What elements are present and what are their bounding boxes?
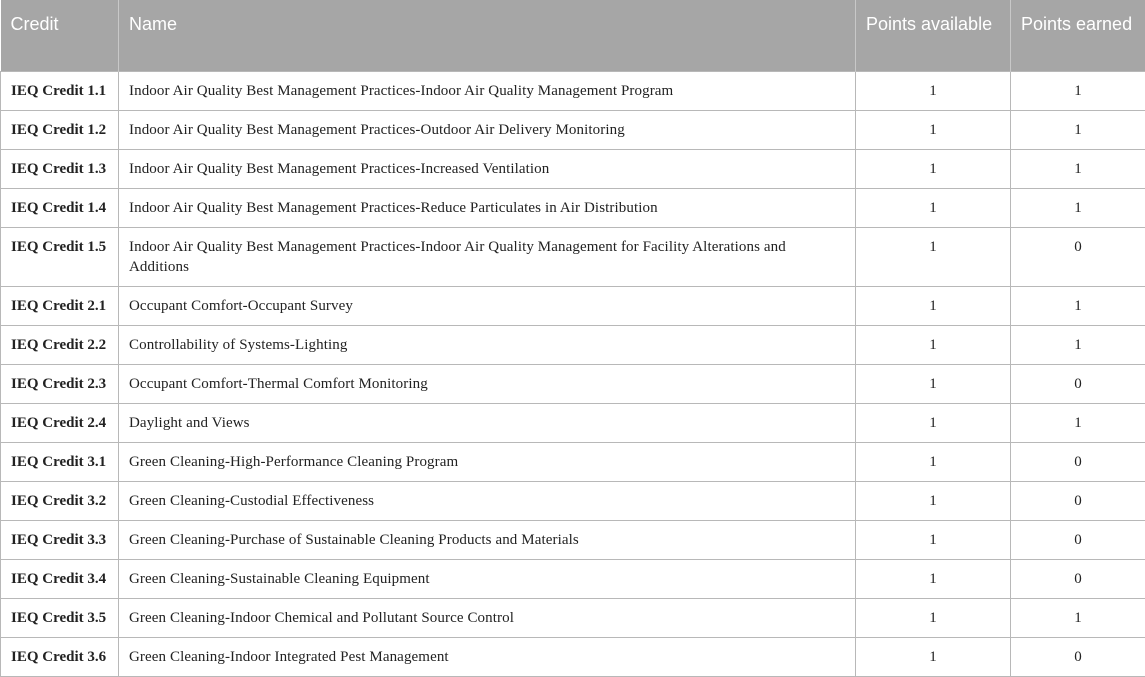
table-row [1,637,1145,676]
credit-cell: IEQ Credit 2.2 [1,325,119,364]
table-row [1,149,1145,188]
table-row [1,403,1145,442]
points-earned-cell: 0 [1011,520,1145,559]
table-row [1,598,1145,637]
table-row [1,364,1145,403]
header-points-earned: Points earned [1011,0,1145,71]
points-earned-cell: 0 [1011,481,1145,520]
table-row [1,188,1145,227]
credit-cell: IEQ Credit 2.1 [1,286,119,325]
points-available-cell: 1 [856,110,1011,149]
points-available-cell: 1 [856,227,1011,286]
name-cell: Controllability of Systems-Lighting [119,325,856,364]
name-cell: Green Cleaning-Custodial Effectiveness [119,481,856,520]
points-earned-cell: 1 [1011,403,1145,442]
table-row [1,442,1145,481]
table-row [1,520,1145,559]
table-row [1,325,1145,364]
points-available-cell: 1 [856,637,1011,676]
name-cell: Green Cleaning-High-Performance Cleaning Program [119,442,856,481]
credit-cell: IEQ Credit 1.1 [1,71,119,110]
points-earned-cell: 1 [1011,110,1145,149]
credit-cell: IEQ Credit 2.4 [1,403,119,442]
points-earned-cell: 0 [1011,442,1145,481]
points-earned-cell: 0 [1011,227,1145,286]
name-cell: Green Cleaning-Indoor Integrated Pest Management [119,637,856,676]
credit-cell: IEQ Credit 1.3 [1,149,119,188]
points-earned-cell: 0 [1011,559,1145,598]
credit-cell: IEQ Credit 3.6 [1,637,119,676]
points-available-cell: 1 [856,520,1011,559]
points-available-cell: 1 [856,442,1011,481]
credit-cell: IEQ Credit 3.2 [1,481,119,520]
points-available-cell: 1 [856,188,1011,227]
name-cell: Green Cleaning-Purchase of Sustainable Cleaning Products and Materials [119,520,856,559]
header-credit: Credit [1,0,119,71]
credit-cell: IEQ Credit 2.3 [1,364,119,403]
table-header [1,0,1145,71]
points-earned-cell: 0 [1011,364,1145,403]
points-available-cell: 1 [856,481,1011,520]
header-row [1,0,1145,71]
name-cell: Indoor Air Quality Best Management Practices-Indoor Air Quality Management for Facility Alterations and Additions [119,227,856,286]
points-earned-cell: 1 [1011,286,1145,325]
table-row [1,110,1145,149]
name-cell: Indoor Air Quality Best Management Practices-Increased Ventilation [119,149,856,188]
points-available-cell: 1 [856,364,1011,403]
credit-cell: IEQ Credit 1.2 [1,110,119,149]
table-row [1,71,1145,110]
name-cell: Indoor Air Quality Best Management Practices-Indoor Air Quality Management Program [119,71,856,110]
points-earned-cell: 1 [1011,188,1145,227]
points-available-cell: 1 [856,286,1011,325]
table-row [1,286,1145,325]
credit-cell: IEQ Credit 3.4 [1,559,119,598]
header-points-available: Points available [856,0,1011,71]
points-earned-cell: 1 [1011,149,1145,188]
points-earned-cell: 1 [1011,598,1145,637]
name-cell: Green Cleaning-Indoor Chemical and Pollutant Source Control [119,598,856,637]
points-available-cell: 1 [856,71,1011,110]
points-available-cell: 1 [856,325,1011,364]
points-available-cell: 1 [856,598,1011,637]
points-available-cell: 1 [856,559,1011,598]
credit-cell: IEQ Credit 3.5 [1,598,119,637]
credit-cell: IEQ Credit 3.3 [1,520,119,559]
table-row [1,559,1145,598]
name-cell: Daylight and Views [119,403,856,442]
name-cell: Indoor Air Quality Best Management Practices-Outdoor Air Delivery Monitoring [119,110,856,149]
header-name: Name [119,0,856,71]
table-row [1,481,1145,520]
points-earned-cell: 1 [1011,71,1145,110]
name-cell: Occupant Comfort-Thermal Comfort Monitoring [119,364,856,403]
credit-cell: IEQ Credit 3.1 [1,442,119,481]
table-body [1,71,1145,676]
points-earned-cell: 1 [1011,325,1145,364]
points-available-cell: 1 [856,403,1011,442]
points-earned-cell: 0 [1011,637,1145,676]
points-available-cell: 1 [856,149,1011,188]
name-cell: Occupant Comfort-Occupant Survey [119,286,856,325]
table-row [1,227,1145,286]
credit-cell: IEQ Credit 1.5 [1,227,119,286]
name-cell: Green Cleaning-Sustainable Cleaning Equipment [119,559,856,598]
name-cell: Indoor Air Quality Best Management Practices-Reduce Particulates in Air Distribution [119,188,856,227]
credit-cell: IEQ Credit 1.4 [1,188,119,227]
